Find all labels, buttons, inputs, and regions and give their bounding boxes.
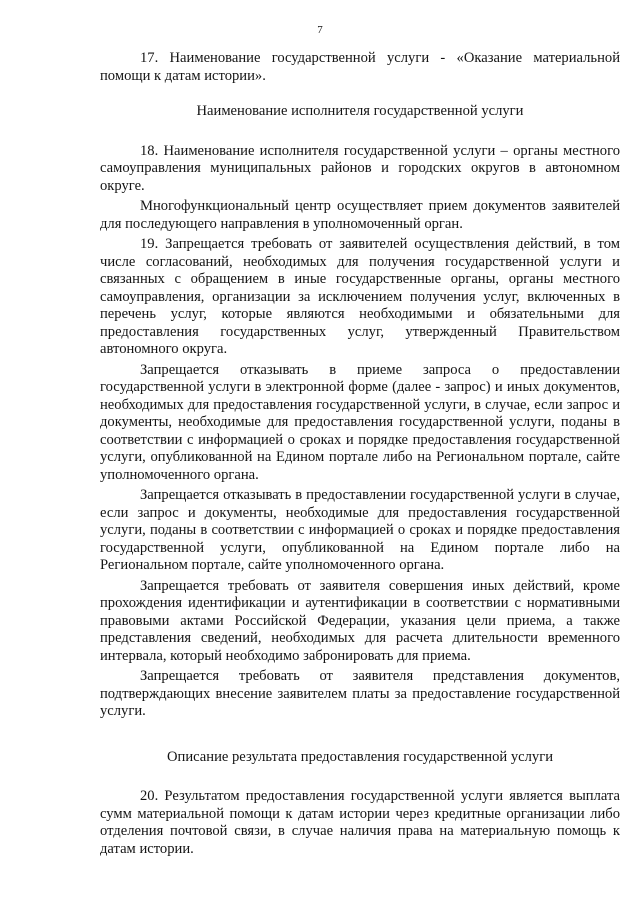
paragraph-18-mfc: Многофункциональный центр осуществляет прием документов заявителей для последующего направления в уполномоченный орган. [100,198,620,232]
paragraph-19-other-actions: Запрещается требовать от заявителя совершения иных действий, кроме прохождения идентификации и аутентификации в соответствии с нормативными правовыми актами Российской Федерации, указания цели приема, а также представления сведений, необходимых для расчета длительности временного интервала, который необходимо забронировать для приема. [100,577,620,664]
section-heading-executor: Наименование исполнителя государственной услуги [196,103,524,119]
paragraph-19: 19. Запрещается требовать от заявителей осуществления действий, в том числе согласований, необходимых для получения государственной услуги и связанных с обращением в иные государственные органы, органы местного самоуправления, организации за исключением получения услуг, включенных в перечень услуг, которые являются необходимыми и обязательными для предоставления государственных услуг, утвержденный Правительством автономного округа. [100,236,620,357]
section-heading-result: Описание результата предоставления государственной услуги [166,748,554,765]
paragraph-20: 20. Результатом предоставления государственной услуги является выплата сумм материальной помощи к датам истории через кредитные организации либо отделения почтовой связи, в случае наличия права на материальную помощь к датам истории. [100,788,620,857]
paragraph-17: 17. Наименование государственной услуги - «Оказание материальной помощи к датам истории». [100,50,620,84]
paragraph-18: 18. Наименование исполнителя государственной услуги – органы местного самоуправления муниципальных районов и городских округов в автономном округе. [100,142,620,194]
document-body [100,50,620,858]
page-number: 7 [317,24,323,36]
paragraph-19-refuse-service: Запрещается отказывать в предоставлении государственной услуги в случае, если запрос и документы, необходимые для предоставления государственной услуги, поданы в соответствии с информацией о сроках и порядке предоставления государственной услуги, опубликованной на Едином портале либо на Региональном портале, сайте уполномоченного органа. [100,487,620,573]
paragraph-19-payment-docs: Запрещается требовать от заявителя представления документов, подтверждающих внесение заявителем платы за предоставление государственной услуги. [100,668,620,719]
paragraph-19-refuse-request: Запрещается отказывать в приеме запроса о предоставлении государственной услуги в электронной форме (далее - запрос) и иных документов, необходимых для предоставления государственной услуги, в случае, если запрос и документы, необходимые для предоставления государственной услуги, поданы в соответствии с информацией о сроках и порядке предоставления государственной услуги, опубликованной на Едином портале либо на Региональном портале, сайте уполномоченного органа. [100,361,620,483]
